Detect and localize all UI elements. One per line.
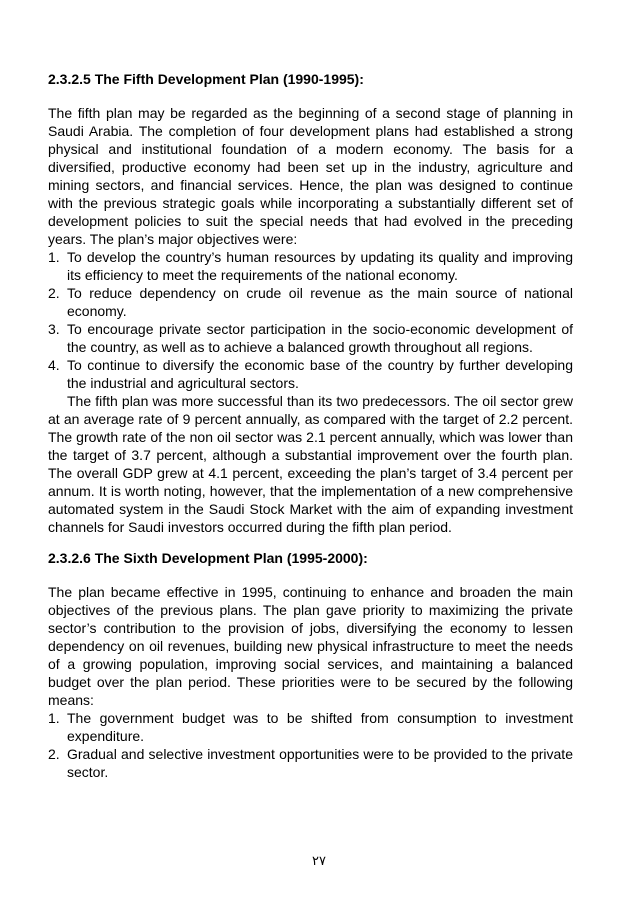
list-item [48, 284, 573, 320]
list-item [48, 320, 573, 356]
list-item-number: 1. [48, 249, 60, 265]
list-item [48, 248, 573, 284]
fifth-plan-objectives-list [48, 248, 573, 392]
section-heading-fifth-plan: 2.3.2.5 The Fifth Development Plan (1990-1995): [48, 71, 364, 87]
list-item-text: To encourage private sector participation in the socio-economic development of the country, as well as to achieve a balanced growth throughout all regions. [67, 321, 573, 355]
list-item-number: 4. [48, 357, 60, 373]
list-item-text: To develop the country’s human resources by updating its quality and improving its efficiency to meet the requirements of the national economy. [67, 249, 573, 283]
sixth-plan-means-list [48, 709, 573, 781]
list-item-text: To reduce dependency on crude oil revenue as the main source of national economy. [67, 285, 573, 319]
list-item [48, 709, 573, 745]
list-item-number: 1. [48, 710, 60, 726]
list-item-number: 3. [48, 321, 60, 337]
section-heading-sixth-plan: 2.3.2.6 The Sixth Development Plan (1995-2000): [48, 550, 368, 566]
sixth-plan-intro-paragraph: The plan became effective in 1995, continuing to enhance and broaden the main objectives of the previous plans. The plan gave priority to maximizing the private sector’s contribution to the provision of jobs, diversifying the economy to lessen dependency on oil revenues, building new physical infrastructure to meet the needs of a growing population, improving social services, and maintaining a balanced budget over the plan period. These priorities were to be secured by the following means: [48, 584, 573, 708]
list-item-text: Gradual and selective investment opportunities were to be provided to the private sector. [67, 746, 573, 780]
list-item-number: 2. [48, 746, 60, 762]
fifth-plan-intro-paragraph: The fifth plan may be regarded as the beginning of a second stage of planning in Saudi Arabia. The completion of four development plans had established a strong physical and institutional foundation of a modern economy. The basis for a diversified, productive economy had been set up in the industry, agriculture and mining sectors, and financial services. Hence, the plan was designed to continue with the previous strategic goals while incorporating a substantially different set of development policies to suit the special needs that had evolved in the preceding years. The plan’s major objectives were: [48, 105, 573, 247]
document-page [48, 70, 573, 781]
list-item-number: 2. [48, 285, 60, 301]
list-item-text: To continue to diversify the economic base of the country by further developing the industrial and agricultural sectors. [67, 357, 573, 391]
page-number: ٢٧ [312, 854, 326, 869]
fifth-plan-outcome-paragraph: The fifth plan was more successful than its two predecessors. The oil sector grew at an average rate of 9 percent annually, as compared with the target of 2.2 percent. The growth rate of the non oil sector was 2.1 percent annually, which was lower than the target of 3.7 percent, although a substantial improvement over the fourth plan. The overall GDP grew at 4.1 percent, exceeding the plan’s target of 3.4 percent per annum. It is worth noting, however, that the implementation of a new comprehensive automated system in the Saudi Stock Market with the aim of expanding investment channels for Saudi investors occurred during the fifth plan period. [48, 393, 573, 535]
list-item [48, 356, 573, 392]
list-item-text: The government budget was to be shifted from consumption to investment expenditure. [67, 710, 573, 744]
list-item [48, 745, 573, 781]
